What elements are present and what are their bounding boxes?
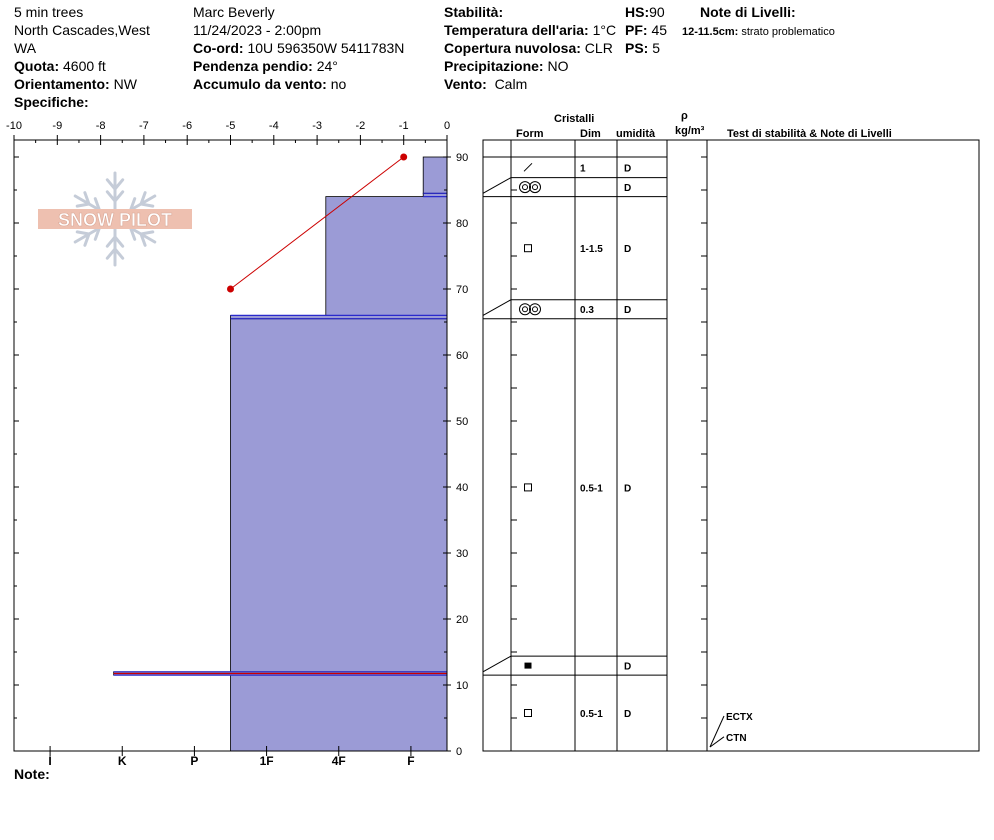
rounded-grains-icon — [520, 304, 531, 315]
layer-grain-size: 1 — [580, 163, 586, 175]
elevation-value: 4600 ft — [63, 58, 106, 74]
header-rho: ρ — [681, 110, 688, 122]
faceted-crystals-icon — [525, 484, 532, 491]
slope-value: 24° — [316, 58, 338, 74]
layer-connector — [483, 656, 511, 672]
header-density-unit: kg/m³ — [675, 125, 705, 137]
wind-label: Vento: — [444, 76, 487, 92]
hardness-tick-label: 1F — [259, 754, 274, 768]
cloud-value: CLR — [584, 40, 613, 56]
rounded-grains-icon — [530, 182, 541, 193]
temp-tick-label: -6 — [182, 120, 193, 132]
decomposing-fragments-icon — [524, 163, 532, 171]
layer-note-depth: 12-11.5cm: — [682, 26, 739, 38]
aspect-value: NW — [113, 76, 137, 92]
height-tick-label: 20 — [456, 614, 469, 626]
observer: Marc Beverly — [193, 4, 275, 20]
header-form: Form — [516, 128, 544, 140]
layer-notes-title: Note di Livelli: — [700, 4, 796, 20]
snowflake-branch — [141, 204, 153, 206]
elevation-label: Quota: — [14, 58, 60, 74]
layer-moisture: D — [624, 163, 632, 175]
pf-label: PF: — [625, 22, 648, 38]
header-tests: Test di stabilità & Note di Livelli — [727, 128, 892, 140]
layer-grain-size: 0.5-1 — [580, 483, 603, 495]
height-tick-label: 0 — [456, 746, 463, 758]
wind-loading-label: Accumulo da vento: — [193, 76, 327, 92]
precip-value: NO — [547, 58, 569, 74]
snowflake-branch — [77, 204, 89, 206]
notes-label: Note: — [14, 766, 50, 782]
temp-tick-label: -10 — [6, 120, 22, 132]
melt-freeze-crust-icon — [525, 663, 532, 669]
rounded-grains-icon — [523, 185, 528, 190]
temp-tick-label: -8 — [95, 120, 106, 132]
header-cristalli: Cristalli — [554, 113, 595, 125]
pf-value: 45 — [651, 22, 668, 38]
layer-moisture: D — [624, 183, 632, 195]
layer-connector — [483, 178, 511, 194]
aspect-label: Orientamento: — [14, 76, 110, 92]
layer-moisture: D — [624, 661, 632, 673]
rounded-grains-icon — [533, 185, 538, 190]
header-dim: Dim — [580, 128, 601, 140]
height-tick-label: 80 — [456, 218, 469, 230]
region-line-1: North Cascades,West — [14, 22, 150, 38]
hardness-layer-bar — [326, 197, 447, 316]
layer-moisture: D — [624, 483, 632, 495]
coord-label: Co-ord: — [193, 40, 244, 56]
coord-value: 10U 596350W 5411783N — [247, 40, 405, 56]
location-name: 5 min trees — [14, 4, 84, 20]
temp-tick-label: -4 — [268, 120, 279, 132]
rounded-grains-icon — [533, 307, 538, 312]
stability-test-label: ECTX — [726, 712, 753, 723]
ps-value: 5 — [652, 40, 661, 56]
stability-test-label: CTN — [726, 732, 747, 744]
temp-tick-label: -3 — [312, 120, 322, 132]
air-temp-label: Temperatura dell'aria: — [444, 22, 589, 38]
temperature-point — [227, 286, 234, 293]
wind-value: Calm — [494, 76, 528, 92]
layer-moisture: D — [624, 709, 632, 721]
layer-connector — [483, 300, 511, 316]
cloud-label: Copertura nuvolosa: — [444, 40, 581, 56]
hardness-layer-bar — [231, 675, 448, 751]
layer-moisture: D — [624, 244, 632, 256]
temp-tick-label: -7 — [139, 120, 149, 132]
region-line-2: WA — [14, 40, 37, 56]
layer-grain-size: 0.3 — [580, 305, 594, 317]
temp-tick-label: -2 — [355, 120, 366, 132]
height-tick-label: 50 — [456, 416, 469, 428]
height-tick-label: 10 — [456, 680, 469, 692]
hardness-layer-bar — [231, 319, 448, 672]
slope-label: Pendenza pendio: — [193, 58, 313, 74]
hs-value: 90 — [649, 4, 665, 20]
ps-label: PS: — [625, 40, 649, 56]
layer-grain-size: 0.5-1 — [580, 709, 603, 721]
hardness-tick-label: K — [117, 754, 127, 768]
header-moisture: umidità — [616, 128, 656, 140]
hardness-tick-label: I — [48, 754, 52, 768]
layer-note-text: strato problematico — [741, 26, 835, 38]
snowpilot-logo — [38, 173, 192, 265]
temp-tick-label: 0 — [443, 120, 451, 132]
air-temp-value: 1°C — [592, 22, 617, 38]
faceted-crystals-icon — [525, 710, 532, 717]
height-tick-label: 90 — [456, 152, 469, 164]
table-frame — [483, 140, 979, 751]
snowflake-branch — [141, 232, 153, 234]
stability-label: Stabilità: — [444, 4, 504, 20]
faceted-crystals-icon — [525, 245, 532, 252]
precip-label: Precipitazione: — [444, 58, 544, 74]
hs-label: HS: — [625, 4, 650, 20]
temp-tick-label: -9 — [52, 120, 63, 132]
height-tick-label: 60 — [456, 350, 469, 362]
temp-tick-label: -5 — [225, 120, 236, 132]
specifics-label: Specifiche: — [14, 94, 89, 110]
height-tick-label: 30 — [456, 548, 469, 560]
hardness-tick-label: F — [407, 754, 415, 768]
temp-tick-label: -1 — [398, 120, 409, 132]
hardness-tick-label: P — [190, 754, 199, 768]
wind-loading-value: no — [330, 76, 347, 92]
logo-text: SNOW PILOT — [58, 210, 172, 230]
snowflake-branch — [77, 232, 89, 234]
rounded-grains-icon — [523, 307, 528, 312]
hardness-tick-label: 4F — [331, 754, 346, 768]
rounded-grains-icon — [520, 182, 531, 193]
height-tick-label: 70 — [456, 284, 469, 296]
height-tick-label: 40 — [456, 482, 469, 494]
temperature-point — [400, 154, 407, 161]
layer-grain-size: 1-1.5 — [580, 244, 603, 256]
hardness-layer-bar — [423, 157, 447, 193]
layer-moisture: D — [624, 305, 632, 317]
datetime: 11/24/2023 - 2:00pm — [193, 22, 322, 38]
rounded-grains-icon — [530, 304, 541, 315]
